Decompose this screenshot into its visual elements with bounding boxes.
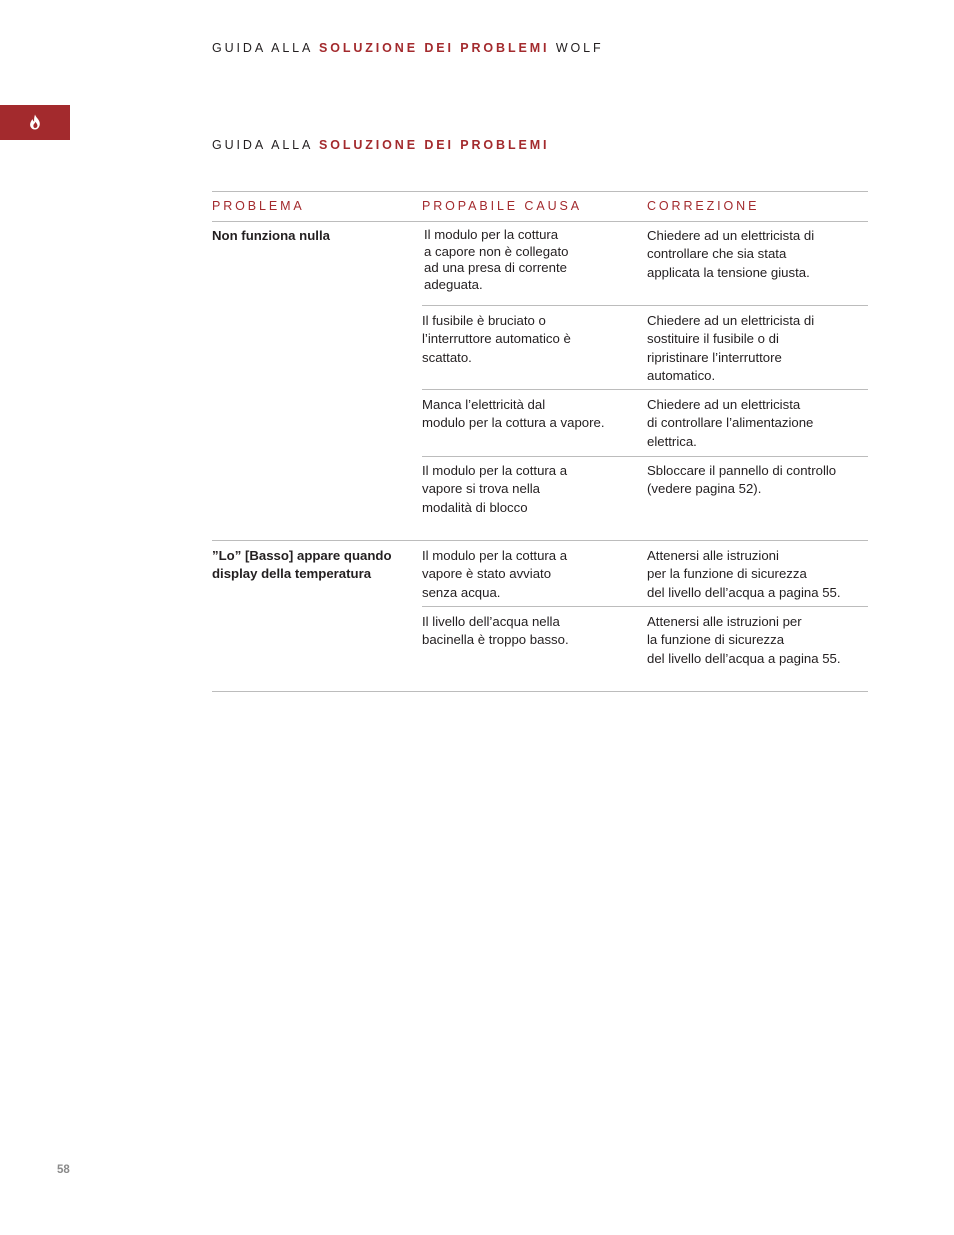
cause-cell: Manca l’elettricità dal modulo per la cottura a vapore. [422, 397, 605, 431]
row-divider [422, 456, 868, 457]
running-header-emphasis: SOLUZIONE DEI PROBLEMI [318, 41, 550, 55]
running-header-prefix: GUIDA ALLA [212, 41, 313, 55]
fix-cell: Sbloccare il pannello di controllo (vedere pagina 52). [647, 463, 837, 497]
row-divider [422, 389, 868, 390]
group-divider [212, 540, 868, 541]
column-header-fix: CORREZIONE [647, 199, 760, 213]
fix-cell: Attenersi alle istruzioni per la funzione di sicurezza del livello dell’acqua a pagina 55. [647, 548, 841, 600]
section-title [212, 138, 549, 152]
cause-cell: Il livello dell’acqua nella bacinella è troppo basso. [422, 614, 569, 648]
cause-cell: Il modulo per la cottura a capore non è collegato ad una presa di corrente adeguata. [424, 227, 569, 292]
fix-cell: Chiedere ad un elettricista di sostituire il fusibile o di ripristinare l’interruttore automatico. [647, 313, 815, 383]
row-divider [422, 606, 868, 607]
flame-icon [29, 114, 41, 130]
problem-cell: ”Lo” [Basso] appare quando display della temperatura [212, 548, 392, 582]
table-bottom-rule [212, 691, 868, 692]
section-title-emphasis: SOLUZIONE DEI PROBLEMI [318, 138, 550, 152]
problem-cell: Non funziona nulla [212, 228, 330, 243]
page-number: 58 [57, 1164, 70, 1176]
section-tab [0, 105, 70, 140]
cause-cell: Il modulo per la cottura a vapore si trova nella modalità di blocco [422, 463, 568, 515]
column-header-problem: PROBLEMA [212, 199, 305, 213]
table-top-rule [212, 191, 868, 192]
column-header-cause: PROPABILE CAUSA [422, 199, 582, 213]
cause-cell: Il fusibile è bruciato o l’interruttore automatico è scattato. [422, 313, 571, 365]
fix-cell: Chiedere ad un elettricista di controllare l’alimentazione elettrica. [647, 397, 814, 449]
running-header [212, 41, 604, 55]
fix-cell: Chiedere ad un elettricista di controllare che sia stata applicata la tensione giusta. [647, 228, 815, 280]
running-header-brand: WOLF [555, 41, 604, 55]
row-divider [422, 305, 868, 306]
cause-cell: Il modulo per la cottura a vapore è stato avviato senza acqua. [422, 548, 568, 600]
section-title-prefix: GUIDA ALLA [212, 138, 313, 152]
header-rule [212, 221, 868, 222]
fix-cell: Attenersi alle istruzioni per la funzione di sicurezza del livello dell’acqua a pagina 55. [647, 614, 841, 666]
